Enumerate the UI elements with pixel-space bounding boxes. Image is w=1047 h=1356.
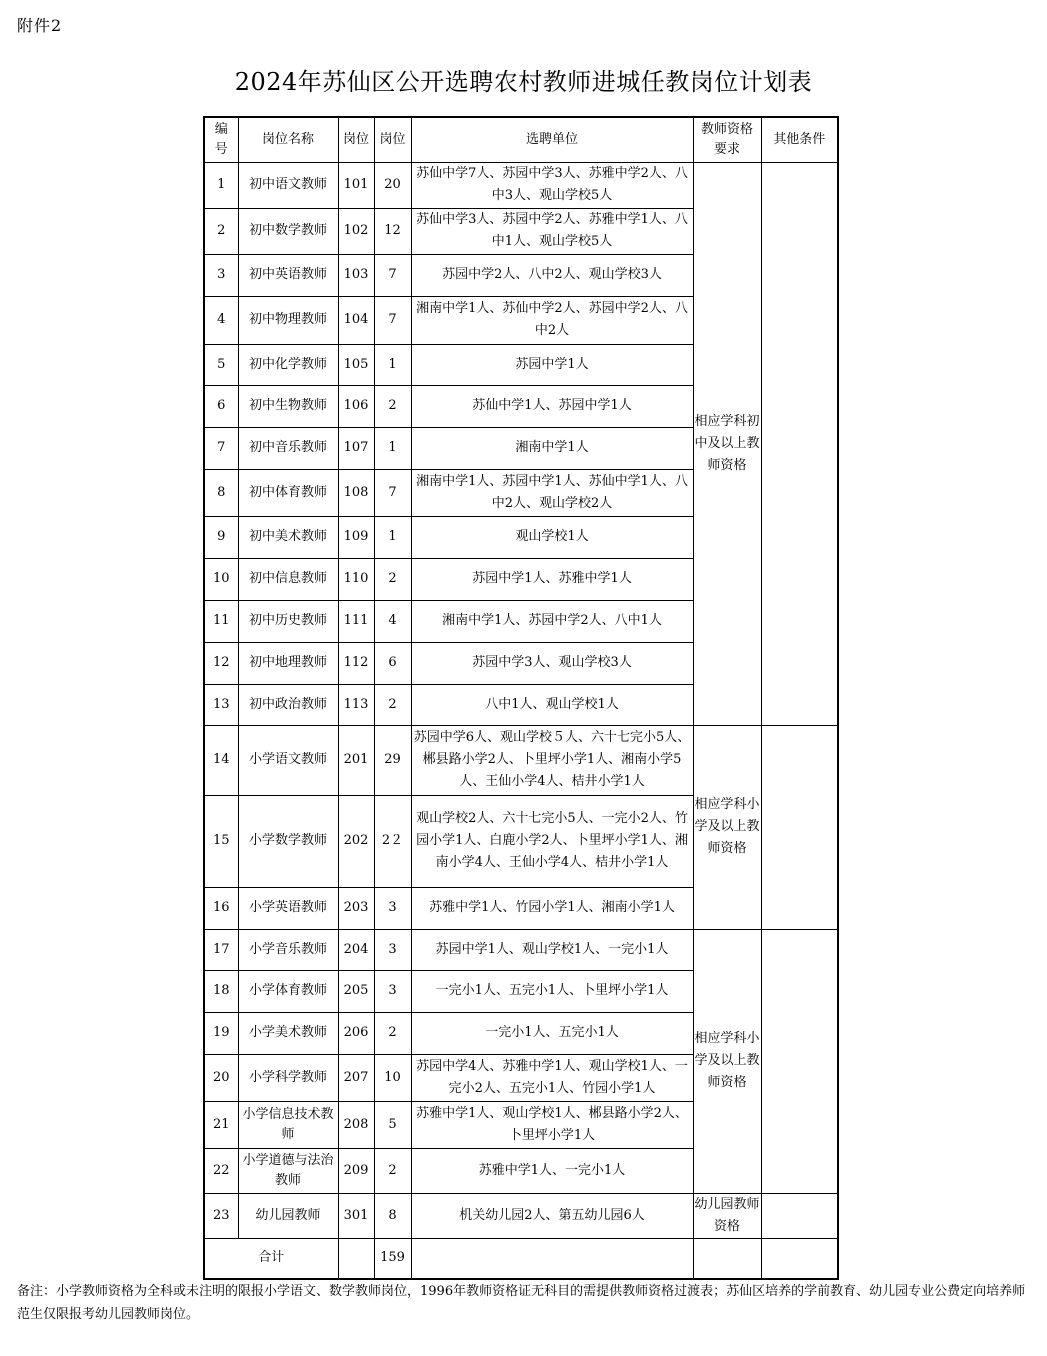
row-code: 109 — [338, 516, 374, 558]
total-units-empty — [411, 1238, 693, 1279]
row-no: 13 — [204, 684, 238, 725]
row-no: 19 — [204, 1012, 238, 1054]
row-position-name: 初中化学教师 — [238, 344, 338, 385]
row-no: 1 — [204, 162, 238, 208]
row-no: 7 — [204, 427, 238, 469]
row-no: 15 — [204, 795, 238, 887]
row-no: 17 — [204, 929, 238, 970]
row-code: 110 — [338, 558, 374, 600]
row-position-name: 小学美术教师 — [238, 1012, 338, 1054]
row-units: 八中1人、观山学校1人 — [411, 684, 693, 725]
row-code: 206 — [338, 1012, 374, 1054]
row-position-name: 小学数学教师 — [238, 795, 338, 887]
row-position-name: 小学英语教师 — [238, 887, 338, 929]
row-code: 202 — [338, 795, 374, 887]
row-count: 3 — [374, 970, 411, 1012]
row-count: 2２ — [374, 795, 411, 887]
row-position-name: 初中美术教师 — [238, 516, 338, 558]
row-count: 7 — [374, 254, 411, 296]
row-code: 104 — [338, 296, 374, 344]
qualification-kindergarten: 幼儿园教师资格 — [693, 1193, 761, 1238]
row-no: 4 — [204, 296, 238, 344]
row-count: 2 — [374, 385, 411, 427]
row-units: 苏园中学6人、观山学校５人、六十七完小5人、郴县路小学2人、卜里坪小学1人、湘南小学5人、王仙小学4人、桔井小学1人 — [411, 725, 693, 795]
total-count: 159 — [374, 1238, 411, 1279]
header-other-conditions: 其他条件 — [761, 117, 838, 162]
row-units: 苏园中学3人、观山学校3人 — [411, 642, 693, 684]
row-position-name: 初中政治教师 — [238, 684, 338, 725]
row-position-name: 小学信息技术教师 — [238, 1101, 338, 1148]
attachment-label: 附件2 — [17, 16, 63, 35]
row-units: 苏仙中学7人、苏园中学3人、苏雅中学2人、八中3人、观山学校5人 — [411, 162, 693, 208]
row-position-name: 初中生物教师 — [238, 385, 338, 427]
row-no: 16 — [204, 887, 238, 929]
other-conditions-kindergarten — [761, 1193, 838, 1238]
row-code: 203 — [338, 887, 374, 929]
row-code: 105 — [338, 344, 374, 385]
row-units: 苏园中学4人、苏雅中学1人、观山学校1人、一完小2人、五完小1人、竹园小学1人 — [411, 1054, 693, 1101]
row-code: 112 — [338, 642, 374, 684]
row-units: 苏园中学1人、观山学校1人、一完小1人 — [411, 929, 693, 970]
row-units: 机关幼儿园2人、第五幼儿园6人 — [411, 1193, 693, 1238]
row-position-name: 小学音乐教师 — [238, 929, 338, 970]
header-units: 选聘单位 — [411, 117, 693, 162]
row-no: 23 — [204, 1193, 238, 1238]
row-count: 1 — [374, 344, 411, 385]
row-units: 湘南中学1人、苏仙中学2人、苏园中学2人、八中2人 — [411, 296, 693, 344]
total-other-empty — [761, 1238, 838, 1279]
table-row — [204, 1193, 838, 1238]
row-units: 苏园中学1人 — [411, 344, 693, 385]
row-code: 106 — [338, 385, 374, 427]
row-no: 5 — [204, 344, 238, 385]
row-no: 14 — [204, 725, 238, 795]
row-code: 205 — [338, 970, 374, 1012]
row-position-name: 初中英语教师 — [238, 254, 338, 296]
row-units: 观山学校1人 — [411, 516, 693, 558]
total-row — [204, 1238, 838, 1279]
header-position-code: 岗位 — [338, 117, 374, 162]
row-code: 204 — [338, 929, 374, 970]
row-position-name: 初中历史教师 — [238, 600, 338, 642]
row-code: 207 — [338, 1054, 374, 1101]
row-count: 29 — [374, 725, 411, 795]
row-no: 11 — [204, 600, 238, 642]
row-no: 21 — [204, 1101, 238, 1148]
row-count: 12 — [374, 208, 411, 254]
row-no: 18 — [204, 970, 238, 1012]
row-position-name: 初中物理教师 — [238, 296, 338, 344]
row-position-name: 小学体育教师 — [238, 970, 338, 1012]
row-no: 6 — [204, 385, 238, 427]
row-count: 2 — [374, 558, 411, 600]
row-no: 22 — [204, 1148, 238, 1193]
table-header-row — [204, 117, 838, 162]
row-count: 1 — [374, 427, 411, 469]
row-units: 苏雅中学1人、一完小1人 — [411, 1148, 693, 1193]
row-no: 9 — [204, 516, 238, 558]
row-code: 208 — [338, 1101, 374, 1148]
row-position-name: 小学语文教师 — [238, 725, 338, 795]
row-position-name: 初中语文教师 — [238, 162, 338, 208]
row-code: 101 — [338, 162, 374, 208]
row-code: 103 — [338, 254, 374, 296]
row-count: 7 — [374, 469, 411, 516]
row-count: 2 — [374, 684, 411, 725]
row-code: 102 — [338, 208, 374, 254]
row-no: 12 — [204, 642, 238, 684]
row-count: 6 — [374, 642, 411, 684]
page-title: 2024年苏仙区公开选聘农村教师进城任教岗位计划表 — [234, 68, 813, 96]
row-units: 观山学校2人、六十七完小5人、一完小2人、竹园小学1人、白鹿小学2人、卜里坪小学1人、湘南小学4人、王仙小学4人、桔井小学1人 — [411, 795, 693, 887]
row-position-name: 小学科学教师 — [238, 1054, 338, 1101]
row-units: 苏仙中学1人、苏园中学1人 — [411, 385, 693, 427]
row-position-name: 小学道德与法治教师 — [238, 1148, 338, 1193]
row-code: 107 — [338, 427, 374, 469]
row-code: 209 — [338, 1148, 374, 1193]
row-no: 20 — [204, 1054, 238, 1101]
row-count: 20 — [374, 162, 411, 208]
other-conditions-primary-other — [761, 929, 838, 1193]
row-count: 4 — [374, 600, 411, 642]
row-count: 7 — [374, 296, 411, 344]
row-units: 湘南中学1人 — [411, 427, 693, 469]
row-count: 2 — [374, 1148, 411, 1193]
row-units: 苏仙中学3人、苏园中学2人、苏雅中学1人、八中1人、观山学校5人 — [411, 208, 693, 254]
row-units: 湘南中学1人、苏园中学1人、苏仙中学1人、八中2人、观山学校2人 — [411, 469, 693, 516]
qualification-primary-other: 相应学科小学及以上教师资格 — [693, 929, 761, 1193]
row-count: 5 — [374, 1101, 411, 1148]
row-no: 3 — [204, 254, 238, 296]
row-count: 3 — [374, 929, 411, 970]
qualification-junior: 相应学科初中及以上教师资格 — [693, 162, 761, 725]
header-qualification: 教师资格要求 — [693, 117, 761, 162]
footnote: 备注：小学教师资格为全科或未注明的限报小学语文、数学教师岗位，1996年教师资格证无科目的需提供教师资格过渡表；苏仙区培养的学前教育、幼儿园专业公费定向培养师范生仅限报考幼儿园教师岗位。 — [17, 1284, 1026, 1322]
table-row — [204, 929, 838, 970]
row-position-name: 初中音乐教师 — [238, 427, 338, 469]
row-count: 1 — [374, 516, 411, 558]
row-code: 108 — [338, 469, 374, 516]
row-units: 一完小1人、五完小1人 — [411, 1012, 693, 1054]
row-count: 10 — [374, 1054, 411, 1101]
table-row — [204, 725, 838, 795]
row-position-name: 初中信息教师 — [238, 558, 338, 600]
header-position-count: 岗位 — [374, 117, 411, 162]
row-count: 3 — [374, 887, 411, 929]
row-units: 苏园中学1人、苏雅中学1人 — [411, 558, 693, 600]
row-position-name: 初中数学教师 — [238, 208, 338, 254]
row-code: 113 — [338, 684, 374, 725]
qualification-primary-core: 相应学科小学及以上教师资格 — [693, 725, 761, 929]
header-no: 编号 — [204, 117, 238, 162]
row-units: 湘南中学1人、苏园中学2人、八中1人 — [411, 600, 693, 642]
total-label: 合计 — [204, 1238, 338, 1279]
row-no: 8 — [204, 469, 238, 516]
row-position-name: 幼儿园教师 — [238, 1193, 338, 1238]
row-units: 一完小1人、五完小1人、卜里坪小学1人 — [411, 970, 693, 1012]
row-count: 2 — [374, 1012, 411, 1054]
row-no: 2 — [204, 208, 238, 254]
other-conditions-junior — [761, 162, 838, 725]
other-conditions-primary-core — [761, 725, 838, 929]
row-units: 苏雅中学1人、观山学校1人、郴县路小学2人、卜里坪小学1人 — [411, 1101, 693, 1148]
row-position-name: 初中体育教师 — [238, 469, 338, 516]
row-count: 8 — [374, 1193, 411, 1238]
row-code: 301 — [338, 1193, 374, 1238]
header-position-name: 岗位名称 — [238, 117, 338, 162]
row-code: 201 — [338, 725, 374, 795]
total-qualification-empty — [693, 1238, 761, 1279]
row-position-name: 初中地理教师 — [238, 642, 338, 684]
position-plan-table — [203, 116, 839, 1280]
row-units: 苏雅中学1人、竹园小学1人、湘南小学1人 — [411, 887, 693, 929]
table-row — [204, 162, 838, 208]
row-code: 111 — [338, 600, 374, 642]
row-no: 10 — [204, 558, 238, 600]
total-code-empty — [338, 1238, 374, 1279]
row-units: 苏园中学2人、八中2人、观山学校3人 — [411, 254, 693, 296]
